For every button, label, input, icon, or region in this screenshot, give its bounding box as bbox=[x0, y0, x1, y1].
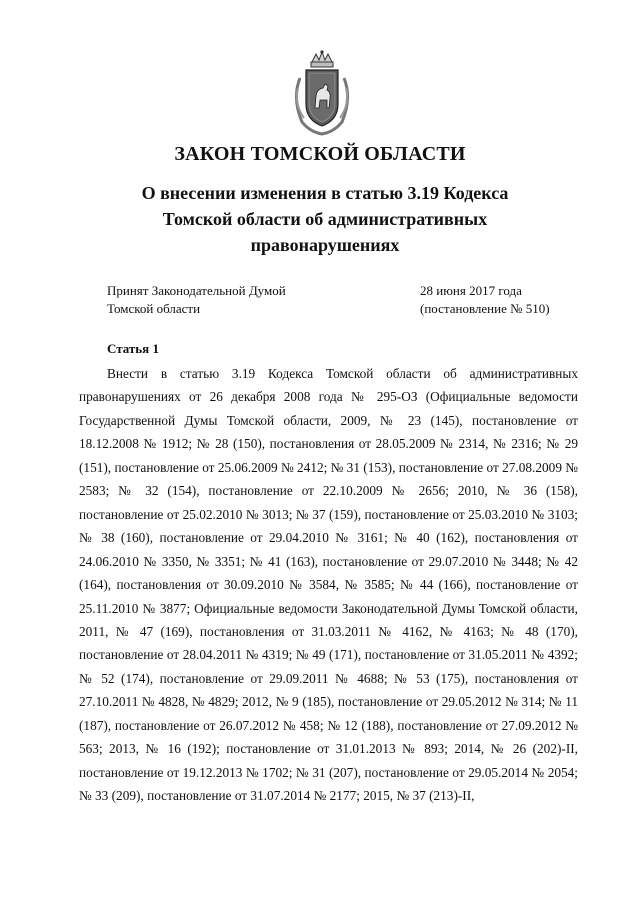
adoption-date bbox=[420, 282, 600, 318]
adoption-line-2: Томской области bbox=[107, 301, 201, 316]
article-body: Внести в статью 3.19 Кодекса Томской области об административных правонарушениях от 26 декабря 2008 года № 295-ОЗ (Официальные ведомости Государственной Думы Томской области, 2009, № 23 (145), постановление от 18.12.2008 № 1912; № 28 (150), постановления от 28.05.2009 № 2314, № 2316; № 29 (151), постановление от 25.06.2009 № 2412; № 31 (153), постановление от 27.08.2009 № 2583; № 32 (154), постановление от 22.10.2009 № 2656; 2010, № 36 (158), постановление от 25.02.2010 № 3013; № 37 (159), постановление от 25.03.2010 № 3103; № 38 (160), постановление от 29.04.2010 № 3161; № 40 (162), постановления от 24.06.2010 № 3350, № 3351; № 41 (163), постановление от 29.07.2010 № 3448; № 42 (164), постановления от 30.09.2010 № 3584, № 3585; № 44 (166), постановление от 25.11.2010 № 3877; Официальные ведомости Законодательной Думы Томской области, 2011, № 47 (169), постановления от 31.03.2011 № 4162, № 4163; № 48 (170), постановление от 28.04.2011 № 4319; № 49 (171), постановление от 31.05.2011 № 4392; № 52 (174), постановление от 29.09.2011 № 4688; № 53 (175), постановления от 27.10.2011 № 4828, № 4829; 2012, № 9 (185), постановление от 29.05.2012 № 314; № 11 (187), постановление от 26.07.2012 № 458; № 12 (188), постановление от 27.09.2012 № 563; 2013, № 16 (192); постановление от 31.01.2013 № 893; 2014, № 26 (202)-II, постановление от 19.12.2013 № 1702; № 31 (207), постановление от 29.05.2014 № 2054; № 33 (209), постановление от 31.07.2014 № 2177; 2015, № 37 (213)-II, bbox=[79, 366, 578, 804]
tomsk-coat-of-arms-emblem bbox=[290, 48, 354, 138]
adoption-line-1: Принят Законодательной Думой bbox=[107, 283, 286, 298]
date-line-2: (постановление № 510) bbox=[420, 301, 550, 316]
date-line-1: 28 июня 2017 года bbox=[420, 283, 522, 298]
law-subtitle: О внесении изменения в статью 3.19 Кодекса Томской области об административных правонарушениях bbox=[141, 183, 509, 255]
article-heading: Статья 1 bbox=[107, 341, 159, 356]
law-title: ЗАКОН ТОМСКОЙ ОБЛАСТИ bbox=[174, 143, 466, 165]
adoption-info bbox=[107, 282, 357, 318]
